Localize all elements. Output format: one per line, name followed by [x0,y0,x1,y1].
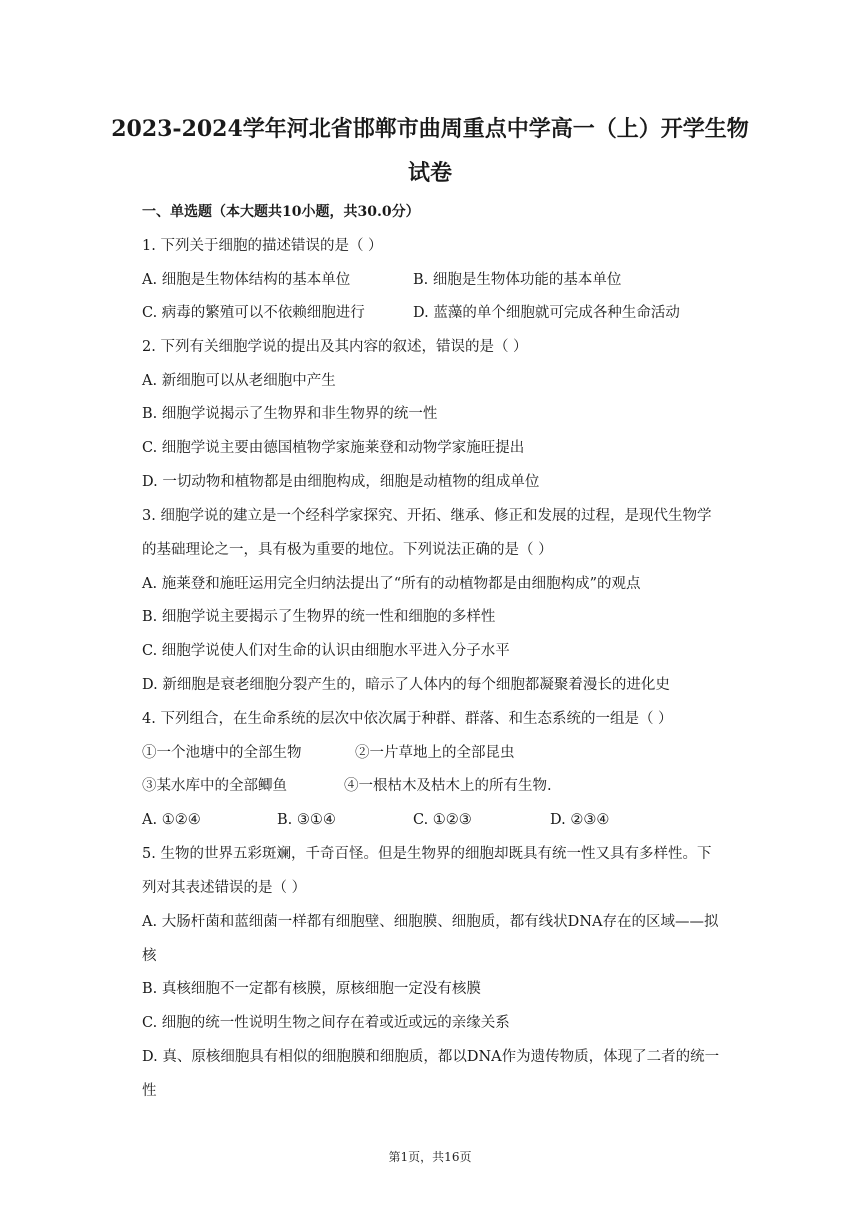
option-d: D. 真、原核细胞具有相似的细胞膜和细胞质，都以DNA作为遗传物质，体现了二者的统一 [142,1049,720,1065]
option-d: D. ②③④ [550,812,610,828]
option-c: C. 细胞的统一性说明生物之间存在着或近或远的亲缘关系 [142,1015,510,1031]
option-a: A. 施莱登和施旺运用完全归纳法提出了“所有的动植物都是由细胞构成”的观点 [142,576,641,592]
exam-title-line-1: 2023-2024学年河北省邯郸市曲周重点中学高一（上）开学生物 [111,116,749,142]
option-b: B. 细胞学说主要揭示了生物界的统一性和细胞的多样性 [142,609,496,625]
option-a: A. 新细胞可以从老细胞中产生 [142,373,336,389]
option-d: D. 新细胞是衰老细胞分裂产生的，暗示了人体内的每个细胞都凝聚着漫长的进化史 [142,677,670,693]
item-1: ①一个池塘中的全部生物 [142,745,302,761]
option-b: B. 细胞是生物体功能的基本单位 [413,272,622,288]
question-stem-continued: 列对其表述错误的是（ ） [142,880,307,896]
exam-title-line-2: 试卷 [407,160,452,186]
question-stem: 4. 下列组合，在生命系统的层次中依次属于种群、群落、和生态系统的一组是（ ） [142,711,673,727]
page-footer: 第1页，共16页 [388,1150,472,1164]
option-a: A. 细胞是生物体结构的基本单位 [142,272,351,288]
item-2: ②一片草地上的全部昆虫 [355,745,515,761]
option-c: C. ①②③ [413,812,472,828]
question-stem: 1. 下列关于细胞的描述错误的是（ ） [142,238,383,254]
question-stem: 5. 生物的世界五彩斑斓，千奇百怪。但是生物界的细胞却既具有统一性又具有多样性。下 [142,846,712,862]
option-c: C. 细胞学说使人们对生命的认识由细胞水平进入分子水平 [142,643,510,659]
option-a: A. 大肠杆菌和蓝细菌一样都有细胞壁、细胞膜、细胞质，都有线状DNA存在的区域——拟 [142,914,719,930]
option-b: B. 真核细胞不一定都有核膜，原核细胞一定没有核膜 [142,981,481,997]
option-d: D. 蓝藻的单个细胞就可完成各种生命活动 [413,305,680,321]
item-4: ④一根枯木及枯木上的所有生物. [344,778,552,794]
option-d-continued: 性 [142,1083,157,1099]
question-stem: 2. 下列有关细胞学说的提出及其内容的叙述，错误的是（ ） [142,339,528,355]
item-3: ③某水库中的全部鲫鱼 [142,778,287,794]
option-c: C. 病毒的繁殖可以不依赖细胞进行 [142,305,365,321]
option-b: B. 细胞学说揭示了生物界和非生物界的统一性 [142,406,438,422]
question-stem-continued: 的基础理论之一，具有极为重要的地位。下列说法正确的是（ ） [142,542,553,558]
option-c: C. 细胞学说主要由德国植物学家施莱登和动物学家施旺提出 [142,440,525,456]
option-a-continued: 核 [142,948,157,964]
question-stem: 3. 细胞学说的建立是一个经科学家探究、开拓、继承、修正和发展的过程，是现代生物学 [142,508,712,524]
option-a: A. ①②④ [142,812,201,828]
option-d: D. 一切动物和植物都是由细胞构成，细胞是动植物的组成单位 [142,474,540,490]
section-header: 一、单选题（本大题共10小题，共30.0分） [142,204,420,220]
option-b: B. ③①④ [277,812,336,828]
